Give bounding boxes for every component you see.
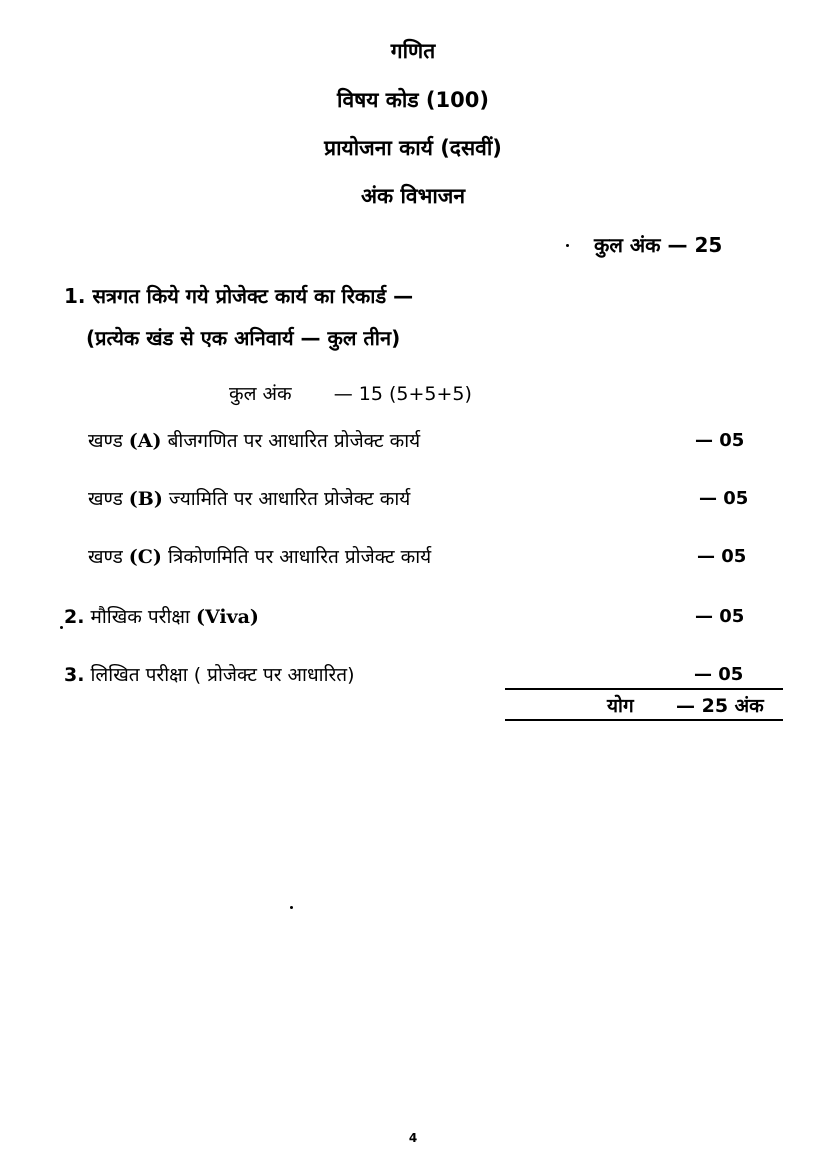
section-a-prefix: खण्ड bbox=[88, 430, 123, 452]
item-1-subtotal-value: — 15 (5+5+5) bbox=[333, 383, 472, 405]
item-2-latin: (Viva) bbox=[195, 606, 259, 628]
section-b-code: (B) bbox=[128, 488, 163, 510]
section-b-prefix: खण्ड bbox=[88, 488, 123, 510]
section-title: अंक विभाजन bbox=[360, 184, 466, 208]
section-c-row bbox=[88, 543, 431, 569]
section-a-marks: — 05 bbox=[695, 430, 745, 451]
item-1-title: सत्रगत किये गये प्रोजेक्ट कार्य का रिकार्ड — bbox=[92, 284, 414, 308]
sum-label: योग bbox=[607, 695, 634, 717]
section-c-text: त्रिकोणमिति पर आधारित प्रोजेक्ट कार्य bbox=[167, 546, 432, 568]
item-3-number: 3. bbox=[64, 664, 85, 686]
section-b-text: ज्यामिति पर आधारित प्रोजेक्ट कार्य bbox=[168, 488, 411, 510]
item-1-number: 1. bbox=[64, 284, 86, 308]
section-a-text: बीजगणित पर आधारित प्रोजेक्ट कार्य bbox=[167, 430, 421, 452]
section-c-code: (C) bbox=[128, 546, 162, 568]
item-3-row bbox=[64, 661, 355, 687]
section-b-marks: — 05 bbox=[699, 488, 749, 509]
total-marks-value: 25 bbox=[694, 233, 723, 257]
page-number: 4 bbox=[408, 1131, 418, 1145]
subject-code: विषय कोड (100) bbox=[337, 88, 489, 112]
section-c-prefix: खण्ड bbox=[88, 546, 123, 568]
item-2-text: मौखिक परीक्षा bbox=[90, 606, 190, 628]
item-1-subtitle: (प्रत्येक खंड से एक अनिवार्य — कुल तीन) bbox=[86, 326, 401, 350]
item-3-text: लिखित परीक्षा ( प्रोजेक्ट पर आधारित) bbox=[90, 664, 355, 686]
sum-value: — 25 अंक bbox=[676, 695, 764, 717]
stray-dot bbox=[290, 906, 293, 909]
stray-dot bbox=[566, 244, 569, 247]
section-a-row bbox=[88, 427, 420, 453]
work-type-title: प्रायोजना कार्य (दसवीं) bbox=[324, 136, 502, 160]
item-1-subtotal bbox=[229, 380, 472, 406]
stray-dot bbox=[60, 626, 63, 629]
section-b-row bbox=[88, 485, 410, 511]
item-3-marks: — 05 bbox=[694, 664, 744, 685]
item-2-number: 2. bbox=[64, 606, 85, 628]
item-1-subtotal-label: कुल अंक bbox=[229, 383, 292, 405]
section-c-marks: — 05 bbox=[697, 546, 747, 567]
sum-bottom-rule bbox=[505, 719, 783, 721]
section-a-code: (A) bbox=[128, 430, 162, 452]
total-marks-label: कुल अंक bbox=[594, 233, 661, 257]
total-marks-dash: — bbox=[667, 233, 688, 257]
item-1-heading bbox=[64, 282, 413, 309]
subject-title: गणित bbox=[390, 39, 436, 63]
item-2-row bbox=[64, 603, 259, 629]
total-marks bbox=[594, 231, 722, 258]
item-2-marks: — 05 bbox=[695, 606, 745, 627]
sum-top-rule bbox=[505, 688, 783, 690]
